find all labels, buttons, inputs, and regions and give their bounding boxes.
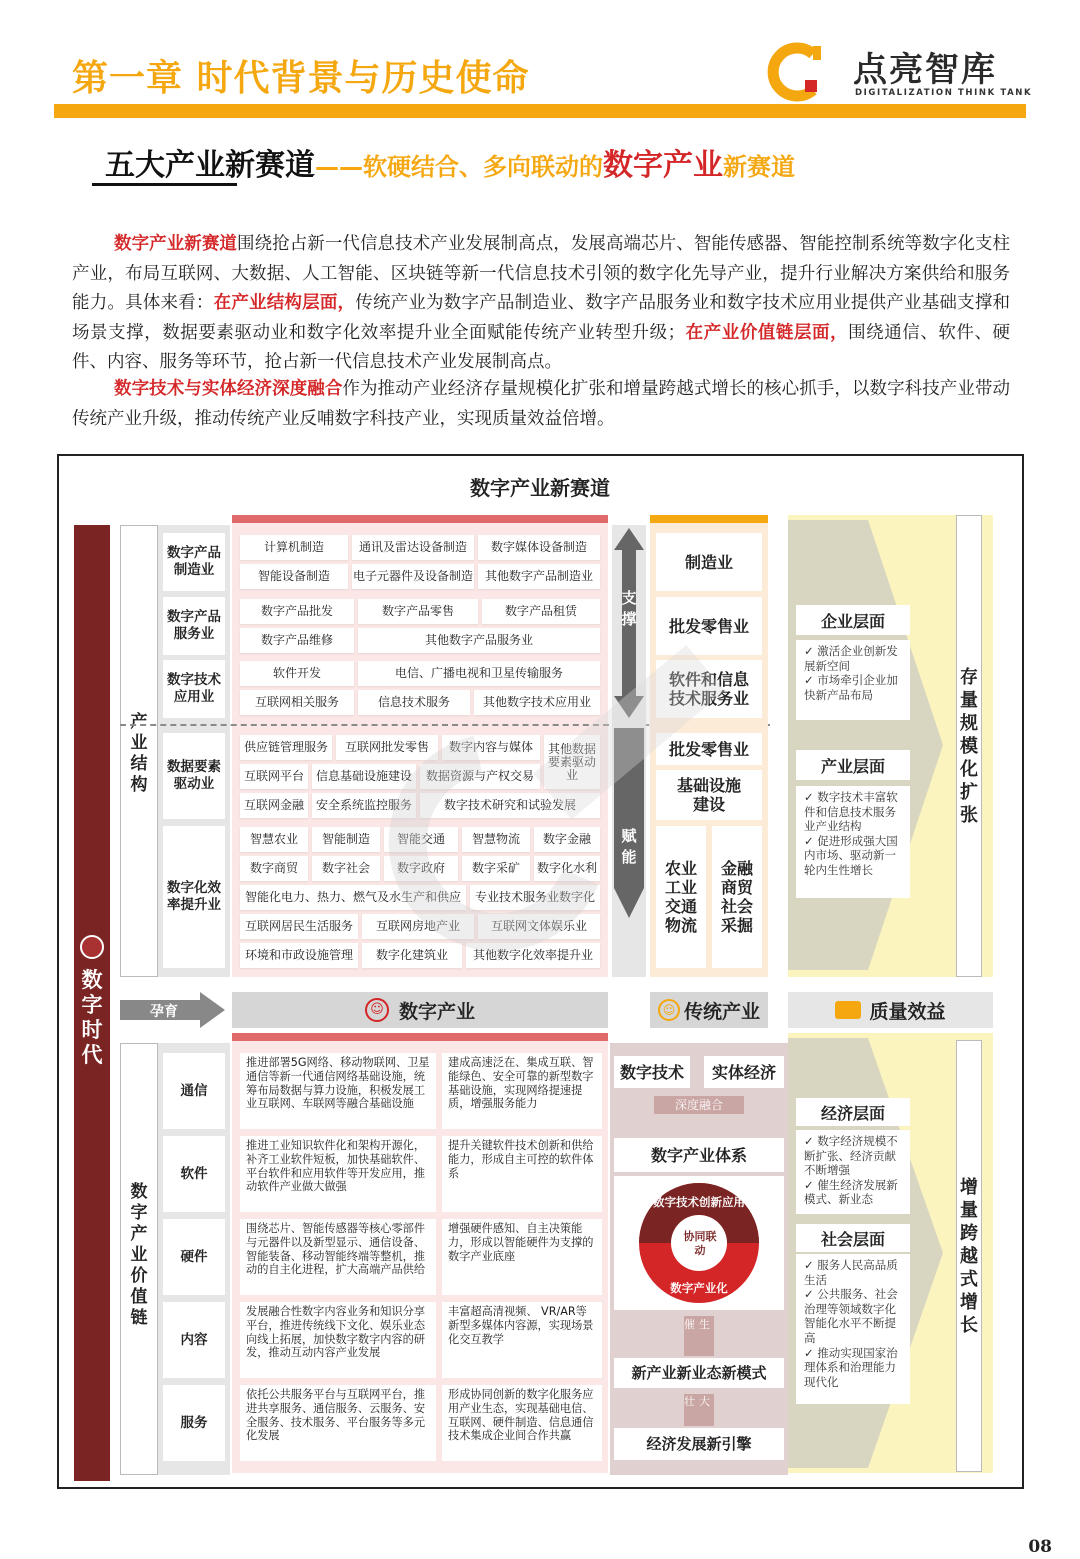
social-item-2-text: 推动实现国家治理体系和治理能力现代化 bbox=[804, 1345, 898, 1389]
industry-item: 智能交通 bbox=[384, 827, 458, 852]
economic-head: 经济层面 bbox=[796, 1098, 910, 1126]
value-row-label: 服务 bbox=[163, 1385, 225, 1461]
row-label-tech-application: 数字技术应用业 bbox=[163, 660, 225, 718]
band-digital-label: 数字产业 bbox=[398, 1000, 475, 1023]
industry-item: 互联网相关服务 bbox=[240, 690, 354, 715]
value-row-label: 硬件 bbox=[163, 1219, 225, 1295]
para2-highlight: 数字技术与实体经济深度融合 bbox=[114, 379, 343, 399]
industry-level-item-0-text: 数字技术丰富软件和信息技术服务业产业结构 bbox=[804, 790, 898, 834]
empower-label: 赋能 bbox=[621, 827, 637, 866]
social-item-1-text: 公共服务、社会治理等领域数字化智能化水平不断提高 bbox=[804, 1287, 898, 1345]
section-title-part1: 五大产业新赛道 bbox=[105, 148, 315, 183]
money-icon bbox=[835, 1001, 861, 1019]
industry-item: 软件开发 bbox=[240, 661, 354, 686]
incubate-label: 孕育 bbox=[150, 1004, 178, 1020]
industry-item: 互联网居民生活服务 bbox=[240, 914, 358, 939]
industry-item: 互联网批发零售 bbox=[336, 735, 438, 760]
industry-item: 其他数据要素驱动业 bbox=[544, 735, 600, 789]
para1-highlight-1: 数字产业新赛道 bbox=[114, 234, 237, 254]
value-chain-label-box bbox=[120, 1043, 158, 1475]
support-label: 支撑 bbox=[621, 589, 637, 628]
industry-item: 数字产品维修 bbox=[240, 628, 354, 653]
traditional-box: 金融商贸社会采掘 bbox=[712, 826, 762, 968]
value-desc-right: 丰富超高清视频、 VR/AR等新型多媒体内容源，实现场景化交互教学 bbox=[442, 1302, 602, 1378]
section-title bbox=[105, 140, 795, 184]
band-traditional-industry bbox=[650, 992, 768, 1028]
section-title-part4: 新赛道 bbox=[723, 153, 795, 181]
band-digital-industry bbox=[232, 992, 608, 1028]
industry-item: 其他数字化效率提升业 bbox=[466, 943, 600, 968]
traditional-box: 制造业 bbox=[656, 533, 762, 591]
industry-item: 其他数字产品服务业 bbox=[358, 628, 600, 653]
para1-text-2: 传统产业为数字产品制造业、数字产品服务业和数字技术应用业提供产业基础支撑和场景支撑，数据要素驱动业和数字化效率提升业全面赋能传统产业转型升级； bbox=[72, 293, 1011, 343]
economic-item-0-text: 数字经济规模不断扩张、经济贡献不断增强 bbox=[804, 1134, 898, 1178]
economic-item-1: ✓ 催生经济发展新模式、新业态 bbox=[804, 1177, 898, 1207]
section-title-part2: ——软硬结合、多向联动的 bbox=[315, 153, 603, 181]
header-rule bbox=[54, 104, 1026, 118]
paragraph-2 bbox=[72, 375, 1010, 434]
band-quality-label: 质量效益 bbox=[869, 1000, 946, 1023]
enterprise-item-1: ✓ 市场牵引企业加快新产品布局 bbox=[804, 673, 898, 702]
section-title-part3: 数字产业 bbox=[603, 148, 723, 183]
stock-expansion-label: 存量规模化扩张 bbox=[956, 515, 982, 977]
enterprise-item-1-text: 市场牵引企业加快新产品布局 bbox=[804, 673, 898, 702]
industry-item: 数据资源与产权交易 bbox=[420, 764, 540, 789]
ring-bottom-label: 数字产业化 bbox=[670, 1281, 728, 1295]
economic-item-1-text: 催生经济发展新模式、新业态 bbox=[804, 1177, 898, 1207]
logo-subtitle: DIGITALIZATION THINK TANK bbox=[855, 88, 1033, 98]
band-traditional-label: 传统产业 bbox=[683, 1000, 760, 1023]
enterprise-item-0-text: 激活企业创新发展新空间 bbox=[804, 644, 898, 673]
new-mode-box: 新产业新业态新模式 bbox=[614, 1358, 784, 1388]
industry-item: 数字媒体设备制造 bbox=[478, 535, 600, 560]
traditional-box: 软件和信息技术服务业 bbox=[656, 660, 762, 718]
value-chain-label: 数字产业价值链 bbox=[130, 1182, 148, 1328]
value-desc-right: 建成高速泛在、集成互联、智能绿色、安全可靠的新型数字基础设施，实现网络提速提质，增强服务能力 bbox=[442, 1053, 602, 1129]
industry-item: 计算机制造 bbox=[240, 535, 348, 560]
traditional-box: 批发零售业 bbox=[656, 733, 762, 765]
industry-item: 智能化电力、热力、燃气及水生产和供应 bbox=[240, 885, 466, 910]
value-desc-left: 推进部署5G网络、移动物联网、卫星通信等新一代通信网络基础设施，统筹布局数据与算力设施，积极发展工业互联网、车联网等融合基础设施 bbox=[240, 1053, 436, 1129]
industry-item: 智能制造 bbox=[312, 827, 380, 852]
industry-item: 数字采矿 bbox=[462, 856, 530, 881]
industry-item: 智慧物流 bbox=[462, 827, 530, 852]
strengthen-arrow: 壮大 bbox=[684, 1394, 714, 1426]
industry-item: 数字政府 bbox=[384, 856, 458, 881]
traditional-panel-top-bar bbox=[650, 515, 768, 523]
era-bar bbox=[74, 525, 110, 1481]
paragraph-1 bbox=[72, 230, 1010, 378]
spawn-arrow: 催生 bbox=[684, 1316, 714, 1356]
real-economy-box: 实体经济 bbox=[704, 1056, 784, 1088]
industry-item: 数字金融 bbox=[534, 827, 600, 852]
row-label-manufacturing: 数字产品制造业 bbox=[163, 533, 225, 591]
incubate-arrow bbox=[120, 992, 230, 1028]
logo-name: 点亮智库 bbox=[853, 50, 997, 90]
industry-item: 环境和市政设施管理 bbox=[240, 943, 358, 968]
industry-level-head: 产业层面 bbox=[796, 750, 910, 780]
value-panel-top-bar bbox=[232, 1033, 608, 1041]
industry-item: 信息技术服务 bbox=[358, 690, 470, 715]
economic-box bbox=[796, 1130, 910, 1214]
social-item-0: ✓ 服务人民高品质生活 bbox=[804, 1258, 898, 1287]
value-desc-left: 发展融合性数字内容业务和知识分享平台，推进传统线下文化、娱乐业态向线上拓展，加快数字数字内容的研发，推动互动内容产业发展 bbox=[240, 1302, 436, 1378]
industry-item: 智慧农业 bbox=[240, 827, 308, 852]
value-desc-left: 依托公共服务平台与互联网平台，推进共享服务、通信服务、云服务、安全服务、技术服务、平台服务等多元化发展 bbox=[240, 1385, 436, 1461]
social-head: 社会层面 bbox=[796, 1224, 910, 1252]
industry-item: 数字内容与媒体 bbox=[442, 735, 540, 760]
empower-arrow-icon bbox=[614, 728, 644, 918]
value-row-label: 软件 bbox=[163, 1136, 225, 1212]
value-row-label: 通信 bbox=[163, 1053, 225, 1129]
para1-highlight-3: 在产业价值链层面， bbox=[685, 322, 849, 343]
industry-item: 智能设备制造 bbox=[240, 564, 348, 589]
economic-item-0: ✓ 数字经济规模不断扩张、经济贡献不断增强 bbox=[804, 1134, 898, 1178]
structure-label: 产业结构 bbox=[130, 712, 148, 795]
digital-system-box: 数字产业体系 bbox=[614, 1138, 784, 1172]
row-label-product-service: 数字产品服务业 bbox=[163, 597, 225, 655]
industry-level-item-0: ✓ 数字技术丰富软件和信息技术服务业产业结构 bbox=[804, 790, 898, 834]
page-number: 08 bbox=[1028, 1537, 1052, 1557]
era-label: 数字时代 bbox=[81, 968, 103, 1067]
para2-text: 作为推动产业经济存量规模化扩张和增量跨越式增长的核心抓手，以数字科技产业带动传统产业升级，推动传统产业反哺数字科技产业，实现质量效益倍增。 bbox=[72, 379, 1011, 429]
industry-item: 互联网文体娱乐业 bbox=[478, 914, 600, 939]
industry-item: 互联网金融 bbox=[240, 793, 308, 818]
industry-item: 信息基础设施建设 bbox=[312, 764, 416, 789]
industry-item: 通讯及雷达设备制造 bbox=[352, 535, 474, 560]
social-item-0-text: 服务人民高品质生活 bbox=[804, 1258, 898, 1287]
digital-panel-top-bar bbox=[232, 515, 608, 523]
section-title-underline bbox=[92, 183, 237, 186]
expand-arrow-icon bbox=[788, 520, 948, 970]
logo bbox=[765, 38, 1035, 108]
traditional-box: 批发零售业 bbox=[656, 597, 762, 655]
enterprise-head: 企业层面 bbox=[796, 605, 910, 635]
structure-label-box bbox=[120, 525, 158, 977]
diagram-title: 数字产业新赛道 bbox=[470, 476, 610, 500]
industry-item: 互联网平台 bbox=[240, 764, 308, 789]
value-desc-left: 围绕芯片、智能传感器等核心零部件与元器件以及新型显示、通信设备、智能装备、移动智能终端等整机，推动的自主化进程，扩大高端产品供给 bbox=[240, 1219, 436, 1295]
value-row-label: 内容 bbox=[163, 1302, 225, 1378]
industry-item: 供应链管理服务 bbox=[240, 735, 332, 760]
industry-item: 数字产品批发 bbox=[240, 599, 354, 624]
band-quality-benefit bbox=[788, 992, 993, 1028]
chapter-title: 第一章 时代背景与历史使命 bbox=[72, 58, 530, 99]
row-label-efficiency: 数字化效率提升业 bbox=[163, 826, 225, 968]
neutral-face-icon: ☺ bbox=[658, 999, 680, 1021]
new-engine-box: 经济发展新引擎 bbox=[614, 1428, 784, 1460]
ring-top-label: 数字技术创新应用 bbox=[653, 1195, 745, 1209]
industry-level-item-1-text: 促进形成强大国内市场、驱动新一轮内生性增长 bbox=[804, 833, 898, 877]
para1-text-1: 围绕抢占新一代信息技术产业发展制高点，发展高端芯片、智能传感器、智能控制系统等数字化支柱产业，布局互联网、大数据、人工智能、区块链等新一代信息技术引领的数字化先导产业，提升行业解决方案供给和服务能力。具体来看： bbox=[72, 234, 1011, 313]
industry-item: 电子元器件及设备制造 bbox=[352, 564, 474, 589]
traditional-box: 农业工业交通物流 bbox=[656, 826, 706, 968]
industry-item: 电信、广播电视和卫星传输服务 bbox=[358, 661, 600, 686]
value-desc-right: 形成协同创新的数字化服务应用产业生态，实现基础电信、互联网、硬件制造、信息通信技术集成企业间合作共赢 bbox=[442, 1385, 602, 1461]
social-item-1: ✓ 公共服务、社会治理等领域数字化智能化水平不断提高 bbox=[804, 1287, 898, 1345]
traditional-box: 基础设施建设 bbox=[656, 770, 762, 820]
para1-text-3: 围绕通信、软件、硬件、内容、服务等环节，抢占新一代信息技术产业发展制高点。 bbox=[72, 322, 1011, 372]
industry-item: 互联网房地产业 bbox=[362, 914, 474, 939]
industry-item: 其他数字技术应用业 bbox=[474, 690, 600, 715]
industry-item: 安全系统监控服务 bbox=[312, 793, 416, 818]
globe-icon bbox=[80, 935, 104, 959]
value-desc-right: 增强硬件感知、自主决策能力，形成以智能硬件为支撑的数字产业底座 bbox=[442, 1219, 602, 1295]
enterprise-box bbox=[796, 640, 910, 720]
industry-item: 其他数字产品制造业 bbox=[478, 564, 600, 589]
deep-fusion-label: 深度融合 bbox=[654, 1096, 744, 1114]
industry-level-item-1: ✓ 促进形成强大国内市场、驱动新一轮内生性增长 bbox=[804, 833, 898, 877]
growth-label: 增量跨越式增长 bbox=[956, 1040, 982, 1472]
ring-center-label: 协同联动 bbox=[683, 1230, 717, 1257]
social-box bbox=[796, 1254, 910, 1404]
industry-item: 数字商贸 bbox=[240, 856, 308, 881]
enterprise-item-0: ✓ 激活企业创新发展新空间 bbox=[804, 644, 898, 673]
industry-item: 数字化水利 bbox=[534, 856, 600, 881]
industry-item: 数字产品零售 bbox=[358, 599, 478, 624]
industry-item: 数字技术研究和试验发展 bbox=[420, 793, 600, 818]
industry-level-box bbox=[796, 786, 910, 898]
value-desc-right: 提升关键软件技术创新和供给能力，形成自主可控的软件体系 bbox=[442, 1136, 602, 1212]
industry-item: 数字社会 bbox=[312, 856, 380, 881]
value-desc-left: 推进工业知识软件化和架构开源化，补齐工业软件短板，加快基础软件、平台软件和应用软件等开发应用，推动软件产业做大做强 bbox=[240, 1136, 436, 1212]
industry-item: 数字产品租赁 bbox=[482, 599, 600, 624]
logo-mark-icon bbox=[765, 40, 829, 104]
smile-icon: ☺ bbox=[365, 998, 389, 1022]
row-label-data-driven: 数据要素驱动业 bbox=[163, 733, 225, 819]
para1-highlight-2: 在产业结构层面， bbox=[213, 293, 356, 313]
industry-item: 数字化建筑业 bbox=[362, 943, 462, 968]
industry-item: 专业技术服务业数字化 bbox=[470, 885, 600, 910]
digital-tech-box: 数字技术 bbox=[614, 1056, 690, 1088]
social-item-2: ✓ 推动实现国家治理体系和治理能力现代化 bbox=[804, 1345, 898, 1389]
